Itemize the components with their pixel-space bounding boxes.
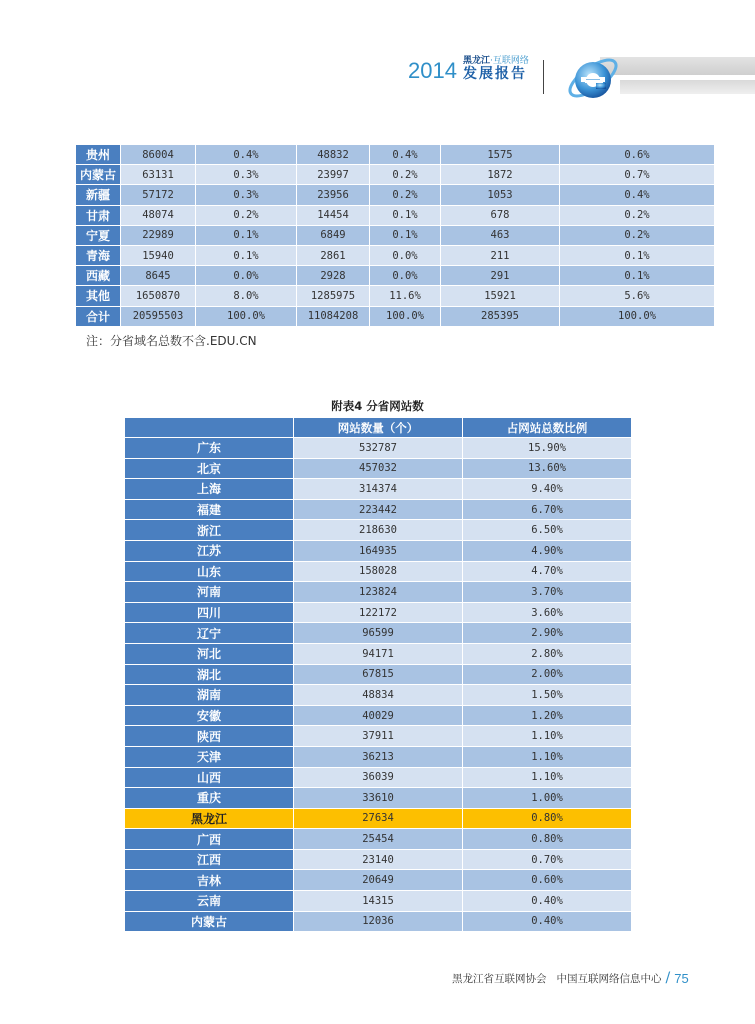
value-cell: 285395 xyxy=(441,306,560,326)
table-row xyxy=(76,145,715,165)
table-row xyxy=(125,829,632,850)
brand-subtitle-right: ·互联网络 xyxy=(489,56,529,66)
count-cell: 40029 xyxy=(294,705,463,726)
brand-subtitle xyxy=(463,56,529,66)
province-cell: 辽宁 xyxy=(125,623,294,644)
count-cell: 36213 xyxy=(294,746,463,767)
footer-org-2: 中国互联网络信息中心 xyxy=(556,972,662,985)
value-cell: 0.4% xyxy=(196,145,297,165)
province-cell: 青海 xyxy=(76,245,121,265)
header-divider xyxy=(543,60,544,94)
value-cell: 0.4% xyxy=(560,185,715,205)
table-row xyxy=(76,165,715,185)
province-cell: 贵州 xyxy=(76,145,121,165)
province-cell: 广东 xyxy=(125,438,294,459)
province-cell: 北京 xyxy=(125,458,294,479)
value-cell: 0.0% xyxy=(370,266,441,286)
value-cell: 22989 xyxy=(121,225,196,245)
value-cell: 0.2% xyxy=(560,225,715,245)
count-cell: 27634 xyxy=(294,808,463,829)
share-cell: 6.70% xyxy=(463,499,632,520)
value-cell: 1285975 xyxy=(297,286,370,306)
count-cell: 457032 xyxy=(294,458,463,479)
table-row xyxy=(125,788,632,809)
table-row xyxy=(76,225,715,245)
value-cell: 0.1% xyxy=(370,225,441,245)
count-cell: 223442 xyxy=(294,499,463,520)
count-cell: 33610 xyxy=(294,788,463,809)
table-body xyxy=(125,438,632,932)
value-cell: 48832 xyxy=(297,145,370,165)
province-cell: 合计 xyxy=(76,306,121,326)
value-cell: 0.1% xyxy=(196,225,297,245)
table-row xyxy=(125,664,632,685)
table-row-total xyxy=(76,306,715,326)
report-brand xyxy=(408,56,529,82)
value-cell: 1650870 xyxy=(121,286,196,306)
table-row xyxy=(125,767,632,788)
page-footer xyxy=(452,970,689,986)
share-cell: 1.10% xyxy=(463,767,632,788)
value-cell: 0.2% xyxy=(370,185,441,205)
province-cell: 上海 xyxy=(125,479,294,500)
value-cell: 0.6% xyxy=(560,145,715,165)
value-cell: 0.0% xyxy=(370,245,441,265)
table-row xyxy=(125,602,632,623)
table-row xyxy=(76,185,715,205)
report-year: 2014 xyxy=(408,58,457,83)
table-row xyxy=(125,746,632,767)
value-cell: 15921 xyxy=(441,286,560,306)
table-row xyxy=(125,499,632,520)
share-cell: 1.20% xyxy=(463,705,632,726)
value-cell: 0.2% xyxy=(196,205,297,225)
value-cell: 63131 xyxy=(121,165,196,185)
footer-separator: / xyxy=(665,970,671,986)
count-cell: 314374 xyxy=(294,479,463,500)
province-cell: 西藏 xyxy=(76,266,121,286)
column-header-province xyxy=(125,418,294,438)
share-cell: 4.90% xyxy=(463,540,632,561)
table-row xyxy=(125,705,632,726)
value-cell: 11.6% xyxy=(370,286,441,306)
count-cell: 94171 xyxy=(294,643,463,664)
share-cell: 1.10% xyxy=(463,746,632,767)
count-cell: 25454 xyxy=(294,829,463,850)
table-row xyxy=(125,870,632,891)
table-row xyxy=(125,540,632,561)
value-cell: 291 xyxy=(441,266,560,286)
table-row xyxy=(125,849,632,870)
value-cell: 23997 xyxy=(297,165,370,185)
value-cell: 0.7% xyxy=(560,165,715,185)
province-cell: 其他 xyxy=(76,286,121,306)
value-cell: 57172 xyxy=(121,185,196,205)
table-row xyxy=(76,205,715,225)
value-cell: 100.0% xyxy=(196,306,297,326)
province-cell: 甘肃 xyxy=(76,205,121,225)
value-cell: 678 xyxy=(441,205,560,225)
table-row xyxy=(125,438,632,459)
value-cell: 2928 xyxy=(297,266,370,286)
share-cell: 0.80% xyxy=(463,829,632,850)
value-cell: 14454 xyxy=(297,205,370,225)
value-cell: 0.2% xyxy=(370,165,441,185)
value-cell: 48074 xyxy=(121,205,196,225)
share-cell: 3.70% xyxy=(463,582,632,603)
share-cell: 1.00% xyxy=(463,788,632,809)
count-cell: 20649 xyxy=(294,870,463,891)
province-cell: 山西 xyxy=(125,767,294,788)
province-cell: 安徽 xyxy=(125,705,294,726)
province-cell: 重庆 xyxy=(125,788,294,809)
share-cell: 3.60% xyxy=(463,602,632,623)
count-cell: 37911 xyxy=(294,726,463,747)
count-cell: 122172 xyxy=(294,602,463,623)
domain-stats-table-continued xyxy=(75,144,715,327)
table-caption: 附表4 分省网站数 xyxy=(331,399,424,413)
value-cell: 100.0% xyxy=(370,306,441,326)
province-cell: 河南 xyxy=(125,582,294,603)
value-cell: 1872 xyxy=(441,165,560,185)
province-cell: 天津 xyxy=(125,746,294,767)
count-cell: 218630 xyxy=(294,520,463,541)
value-cell: 8645 xyxy=(121,266,196,286)
count-cell: 532787 xyxy=(294,438,463,459)
value-cell: 211 xyxy=(441,245,560,265)
header-decor-band-lower xyxy=(620,80,755,94)
province-cell: 江苏 xyxy=(125,540,294,561)
value-cell: 86004 xyxy=(121,145,196,165)
table-row xyxy=(76,245,715,265)
province-cell: 吉林 xyxy=(125,870,294,891)
share-cell: 2.80% xyxy=(463,643,632,664)
websites-by-province-table xyxy=(124,417,632,932)
value-cell: 1053 xyxy=(441,185,560,205)
count-cell: 12036 xyxy=(294,911,463,932)
table-row xyxy=(125,479,632,500)
value-cell: 15940 xyxy=(121,245,196,265)
province-cell: 广西 xyxy=(125,829,294,850)
share-cell: 9.40% xyxy=(463,479,632,500)
brand-subtitle-left: 黑龙江 xyxy=(462,56,490,66)
value-cell: 6849 xyxy=(297,225,370,245)
share-cell: 4.70% xyxy=(463,561,632,582)
value-cell: 11084208 xyxy=(297,306,370,326)
province-cell: 黑龙江 xyxy=(125,808,294,829)
value-cell: 2861 xyxy=(297,245,370,265)
table-row-highlighted xyxy=(125,808,632,829)
value-cell: 0.1% xyxy=(196,245,297,265)
column-header-count: 网站数量（个） xyxy=(294,418,463,438)
share-cell: 15.90% xyxy=(463,438,632,459)
share-cell: 0.80% xyxy=(463,808,632,829)
value-cell: 0.1% xyxy=(560,245,715,265)
count-cell: 36039 xyxy=(294,767,463,788)
province-cell: 福建 xyxy=(125,499,294,520)
table-row xyxy=(125,561,632,582)
share-cell: 13.60% xyxy=(463,458,632,479)
brand-title: 发展报告 xyxy=(462,66,527,82)
count-cell: 123824 xyxy=(294,582,463,603)
table-row xyxy=(76,286,715,306)
count-cell: 67815 xyxy=(294,664,463,685)
value-cell: 0.1% xyxy=(560,266,715,286)
value-cell: 1575 xyxy=(441,145,560,165)
table-row xyxy=(125,520,632,541)
value-cell: 0.0% xyxy=(196,266,297,286)
count-cell: 14315 xyxy=(294,891,463,912)
table-note: 注：分省域名总数不含.EDU.CN xyxy=(86,334,257,348)
table-row xyxy=(125,726,632,747)
share-cell: 2.00% xyxy=(463,664,632,685)
count-cell: 23140 xyxy=(294,849,463,870)
value-cell: 8.0% xyxy=(196,286,297,306)
table-row xyxy=(125,623,632,644)
share-cell: 0.70% xyxy=(463,849,632,870)
count-cell: 164935 xyxy=(294,540,463,561)
count-cell: 48834 xyxy=(294,685,463,706)
share-cell: 0.40% xyxy=(463,911,632,932)
table-row xyxy=(125,458,632,479)
table-row xyxy=(125,643,632,664)
column-header-share: 占网站总数比例 xyxy=(463,418,632,438)
footer-org-1: 黑龙江省互联网协会 xyxy=(452,972,547,985)
table-row xyxy=(76,266,715,286)
share-cell: 6.50% xyxy=(463,520,632,541)
share-cell: 1.10% xyxy=(463,726,632,747)
value-cell: 100.0% xyxy=(560,306,715,326)
count-cell: 158028 xyxy=(294,561,463,582)
province-cell: 云南 xyxy=(125,891,294,912)
page-number: 75 xyxy=(674,970,689,986)
province-cell: 内蒙古 xyxy=(125,911,294,932)
value-cell: 463 xyxy=(441,225,560,245)
province-cell: 陕西 xyxy=(125,726,294,747)
share-cell: 0.40% xyxy=(463,891,632,912)
value-cell: 23956 xyxy=(297,185,370,205)
province-cell: 宁夏 xyxy=(76,225,121,245)
table-row xyxy=(125,685,632,706)
province-cell: 湖南 xyxy=(125,685,294,706)
province-cell: 山东 xyxy=(125,561,294,582)
share-cell: 2.90% xyxy=(463,623,632,644)
value-cell: 5.6% xyxy=(560,286,715,306)
value-cell: 0.3% xyxy=(196,165,297,185)
province-cell: 浙江 xyxy=(125,520,294,541)
table-row xyxy=(125,582,632,603)
table-header-row xyxy=(125,418,632,438)
value-cell: 0.2% xyxy=(560,205,715,225)
brand-titles xyxy=(463,56,529,82)
share-cell: 1.50% xyxy=(463,685,632,706)
header-decor-band xyxy=(600,57,755,75)
value-cell: 0.3% xyxy=(196,185,297,205)
count-cell: 96599 xyxy=(294,623,463,644)
value-cell: 20595503 xyxy=(121,306,196,326)
value-cell: 0.1% xyxy=(370,205,441,225)
table-row xyxy=(125,911,632,932)
province-cell: 河北 xyxy=(125,643,294,664)
province-cell: 四川 xyxy=(125,602,294,623)
value-cell: 0.4% xyxy=(370,145,441,165)
province-cell: 江西 xyxy=(125,849,294,870)
share-cell: 0.60% xyxy=(463,870,632,891)
province-cell: 内蒙古 xyxy=(76,165,121,185)
province-cell: 湖北 xyxy=(125,664,294,685)
province-cell: 新疆 xyxy=(76,185,121,205)
ie-e-logo-icon xyxy=(565,50,621,106)
table-row xyxy=(125,891,632,912)
